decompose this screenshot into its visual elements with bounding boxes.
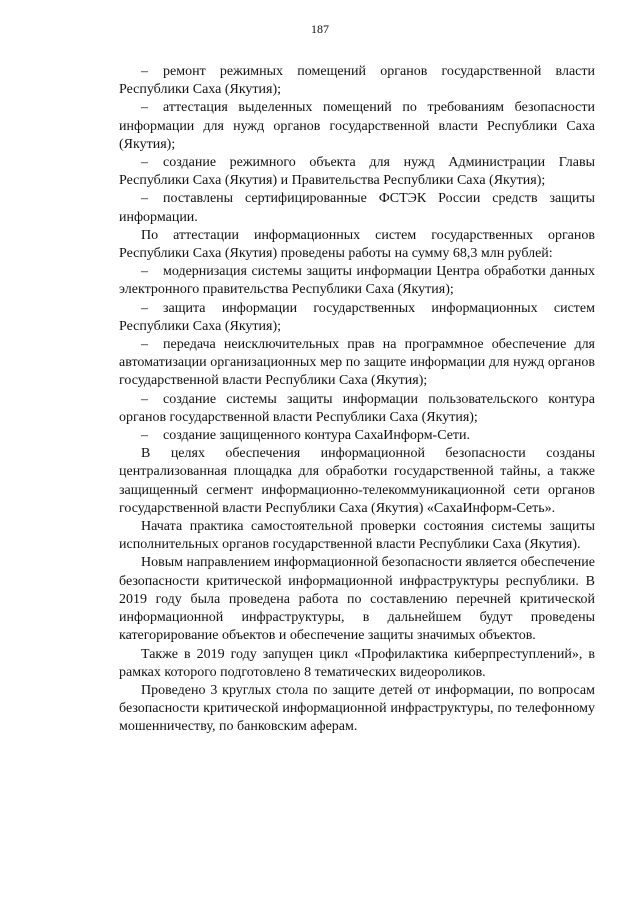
paragraph-text: поставлены сертифицированные ФСТЭК России средств защиты информации. <box>119 191 595 225</box>
list-item <box>119 336 595 391</box>
list-item <box>119 99 595 154</box>
paragraph <box>119 646 595 682</box>
list-item <box>119 154 595 190</box>
paragraph-text: аттестация выделенных помещений по требованиям безопасности информации для нужд органов государственной власти Республики Саха (Якутия); <box>119 100 595 152</box>
list-dash: – <box>141 191 148 207</box>
paragraph <box>119 227 595 263</box>
paragraph-text: создание режимного объекта для нужд Администрации Главы Республики Саха (Якутия) и Правительства Республики Саха (Якутия); <box>119 155 595 189</box>
paragraph-text: В целях обеспечения информационной безопасности созданы централизованная площадка для обработки государственной тайны, а также защищенный сегмент информационно-телекоммуникационной сети органов государственной власти Республики Саха (Якутия) «СахаИнформ-Сеть». <box>119 446 595 516</box>
list-dash: – <box>141 100 148 116</box>
list-item <box>119 391 595 427</box>
paragraph-text: передача неисключительных прав на программное обеспечение для автоматизации организационных мер по защите информации для нужд органов государственной власти Республики Саха (Якутия); <box>119 337 595 389</box>
list-item <box>119 300 595 336</box>
paragraph-text: создание защищенного контура СахаИнформ-Сети. <box>163 428 471 444</box>
list-item <box>119 63 595 99</box>
paragraph-text: создание системы защиты информации пользовательского контура органов государственной власти Республики Саха (Якутия); <box>119 391 595 425</box>
paragraph <box>119 682 595 737</box>
list-dash: – <box>141 337 148 353</box>
paragraph <box>119 554 595 645</box>
list-item <box>119 190 595 226</box>
list-dash: – <box>141 264 148 280</box>
paragraph-text: модернизация системы защиты информации Центра обработки данных электронного правительства Республики Саха (Якутия); <box>119 264 595 298</box>
list-item <box>119 427 595 445</box>
list-dash: – <box>141 300 148 316</box>
list-dash: – <box>141 64 148 79</box>
list-item <box>119 263 595 299</box>
paragraph-text: Начата практика самостоятельной проверки состояния системы защиты исполнительных органов государственной власти Республики Саха (Якутия). <box>119 519 595 553</box>
list-dash: – <box>141 428 148 444</box>
paragraph-text: ремонт режимных помещений органов государственной власти Республики Саха (Якутия); <box>119 64 595 98</box>
list-dash: – <box>141 155 148 171</box>
paragraph <box>119 518 595 554</box>
page-number: 187 <box>311 22 329 36</box>
paragraph-text: Новым направлением информационной безопасности является обеспечение безопасности критической информационной инфраструктуры республики. В 2019 году была проведена работа по составлению перечней критической информационной инфраструктуры, в дальнейшем будут проведены категорирование объектов и обеспечение защиты значимых объектов. <box>119 555 596 644</box>
paragraph-text: Проведено 3 круглых стола по защите детей от информации, по вопросам безопасности критической информационной инфраструктуры, по телефонному мошенничеству, по банковским аферам. <box>119 682 595 735</box>
paragraph-text: Также в 2019 году запущен цикл «Профилактика киберпреступлений», в рамках которого подготовлено 8 тематических видеороликов. <box>119 646 595 680</box>
paragraph-text: защита информации государственных информационных систем Республики Саха (Якутия); <box>119 300 595 334</box>
document-body <box>119 63 595 737</box>
paragraph <box>119 445 595 518</box>
list-dash: – <box>141 391 148 407</box>
paragraph-text: По аттестации информационных систем государственных органов Республики Саха (Якутия) проведены работы на сумму 68,3 млн рублей: <box>119 227 595 262</box>
